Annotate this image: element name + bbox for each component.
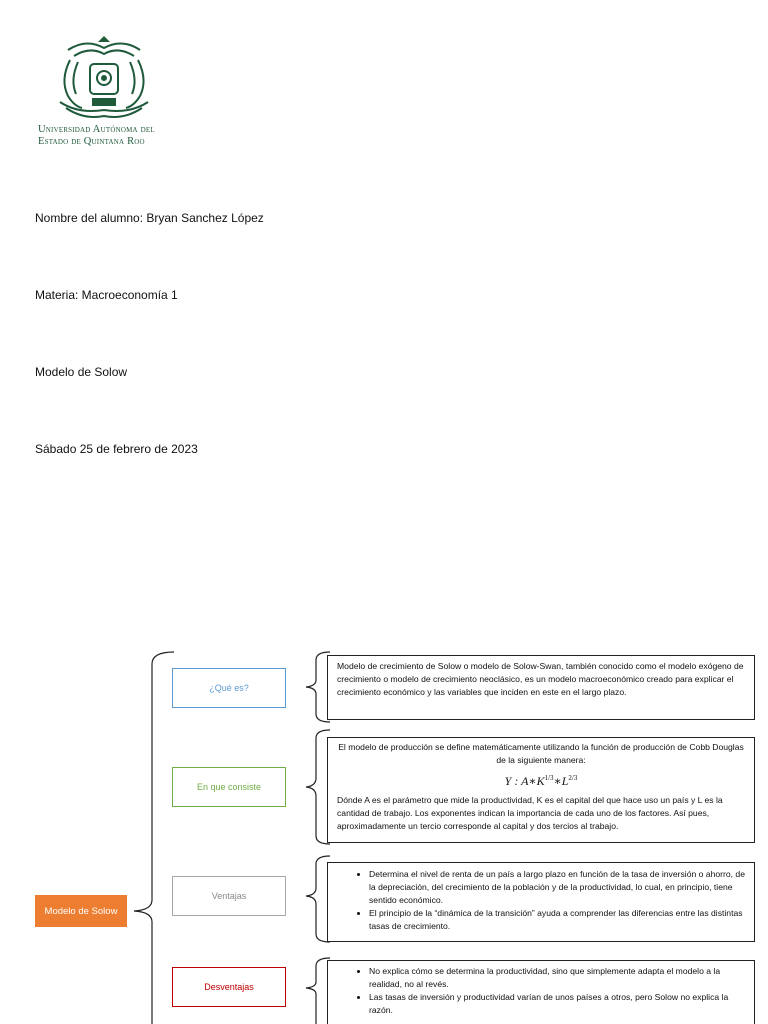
root-node-modelo-de-solow: Modelo de Solow [35, 895, 127, 927]
topic-title: Modelo de Solow [35, 365, 128, 379]
main-brace [134, 652, 174, 1024]
que-es-text: Modelo de crecimiento de Solow o modelo de Solow-Swan, también conocido como el modelo exógeno de crecimiento o modelo de crecimiento neoclásico, es un modelo macroeconómico creado para explicar el crecimiento económico y las variables que inciden en este en el largo plazo. [337, 661, 744, 697]
formula-exponent-labor: 2/3 [568, 774, 578, 782]
formula-base: Y : A∗K [504, 774, 545, 788]
content-en-que-consiste [327, 737, 755, 843]
label-en-que-consiste: En que consiste [172, 767, 286, 807]
formula-labor: ∗L [553, 774, 569, 788]
formula-exponent-capital: 1/3 [544, 774, 554, 782]
content-desventajas [327, 960, 755, 1024]
university-logo [38, 36, 170, 152]
list-item: • El principio de la “dinámica de la transición” ayuda a comprender las diferencias entre las distintas tasas de crecimiento. [369, 907, 745, 933]
university-name-line1: Universidad Autónoma del [38, 124, 155, 135]
student-name: Nombre del alumno: Bryan Sanchez López [35, 211, 264, 225]
content-ventajas [327, 862, 755, 942]
university-name [38, 124, 178, 148]
content-que-es [327, 655, 755, 720]
list-item: • Las tasas de inversión y productividad varían de unos países a otros, pero Solow no explica la razón. [369, 991, 745, 1017]
university-crest-icon [38, 36, 170, 122]
label-ventajas: Ventajas [172, 876, 286, 916]
list-item: • Determina el nivel de renta de un país a largo plazo en función de la tasa de inversión o ahorro, de la depreciación, del crecimiento de la población y de la productividad, lo cual, en principio, tiene sentido económico. [369, 868, 745, 907]
consiste-explanation: Dónde A es el parámetro que mide la productividad, K es el capital del que hace uso un país y L es la cantidad de trabajo. Los exponentes indican la importancia de cada uno de los factores. Así pues, aproximadamente un tercio corresponde al capital y dos tercios al trabajo. [337, 795, 723, 831]
subject: Materia: Macroeconomía 1 [35, 288, 178, 302]
desventajas-list [337, 965, 745, 1017]
list-item: • No explica cómo se determina la productividad, sino que simplemente adapta el modelo a la realidad, no al revés. [369, 965, 745, 991]
ventajas-list [337, 868, 745, 933]
date: Sábado 25 de febrero de 2023 [35, 442, 198, 456]
label-desventajas: Desventajas [172, 967, 286, 1007]
university-name-line2: Estado de Quintana Roo [38, 136, 145, 147]
cobb-douglas-formula [337, 768, 745, 791]
label-que-es: ¿Qué es? [172, 668, 286, 708]
consiste-intro: El modelo de producción se define matemáticamente utilizando la función de producción de Cobb Douglas de la siguiente manera: [338, 742, 744, 765]
